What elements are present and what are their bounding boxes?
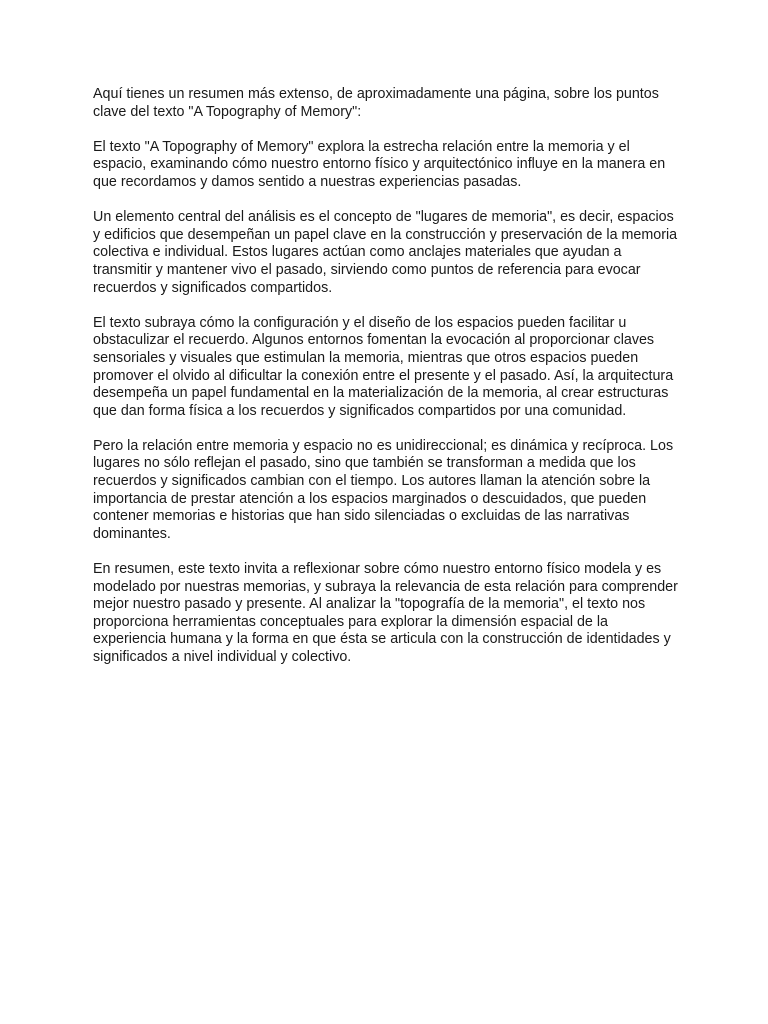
- paragraph-intro: Aquí tienes un resumen más extenso, de aproximadamente una página, sobre los puntos clave del texto "A Topography of Memory":: [93, 86, 659, 120]
- paragraph-dynamic-relation: Pero la relación entre memoria y espacio no es unidireccional; es dinámica y recíproca. Los lugares no sólo reflejan el pasado, sino que también se transforman a medida que los recuerdos y significados cambian con el tiempo. Los autores llaman la atención sobre la importancia de prestar atención a los espacios marginados o descuidados, que pueden contener memorias e historias que han sido silenciadas o excluidas de las narrativas dominantes.: [93, 437, 674, 542]
- document-body: [93, 86, 683, 684]
- paragraph-places-of-memory: Un elemento central del análisis es el concepto de "lugares de memoria", es decir, espacios y edificios que desempeñan un papel clave en la construcción y preservación de la memoria colectiva e individual. Estos lugares actúan como anclajes materiales que ayudan a transmitir y mantener vivo el pasado, sirviendo como puntos de referencia para evocar recuerdos y significados compartidos.: [93, 209, 678, 296]
- paragraph-conclusion: En resumen, este texto invita a reflexionar sobre cómo nuestro entorno físico modela y es modelado por nuestras memorias, y subraya la relevancia de esta relación para comprender mejor nuestro pasado y presente. Al analizar la "topografía de la memoria", el texto nos proporciona herramientas conceptuales para explorar la dimensión espacial de la experiencia humana y la forma en que ésta se articula con la construcción de identidades y significados a nivel individual y colectivo.: [93, 561, 678, 665]
- paragraph-overview: El texto "A Topography of Memory" explora la estrecha relación entre la memoria y el espacio, examinando cómo nuestro entorno físico y arquitectónico influye en la manera en que recordamos y damos sentido a nuestras experiencias pasadas.: [93, 138, 666, 190]
- paragraph-space-design: El texto subraya cómo la configuración y el diseño de los espacios pueden facilitar u obstaculizar el recuerdo. Algunos entornos fomentan la evocación al proporcionar claves sensoriales y visuales que estimulan la memoria, mientras que otros espacios pueden promover el olvido al dificultar la conexión entre el presente y el pasado. Así, la arquitectura desempeña un papel fundamental en la materialización de la memoria, al crear estructuras que dan forma física a los recuerdos y significados compartidos por una comunidad.: [93, 314, 674, 419]
